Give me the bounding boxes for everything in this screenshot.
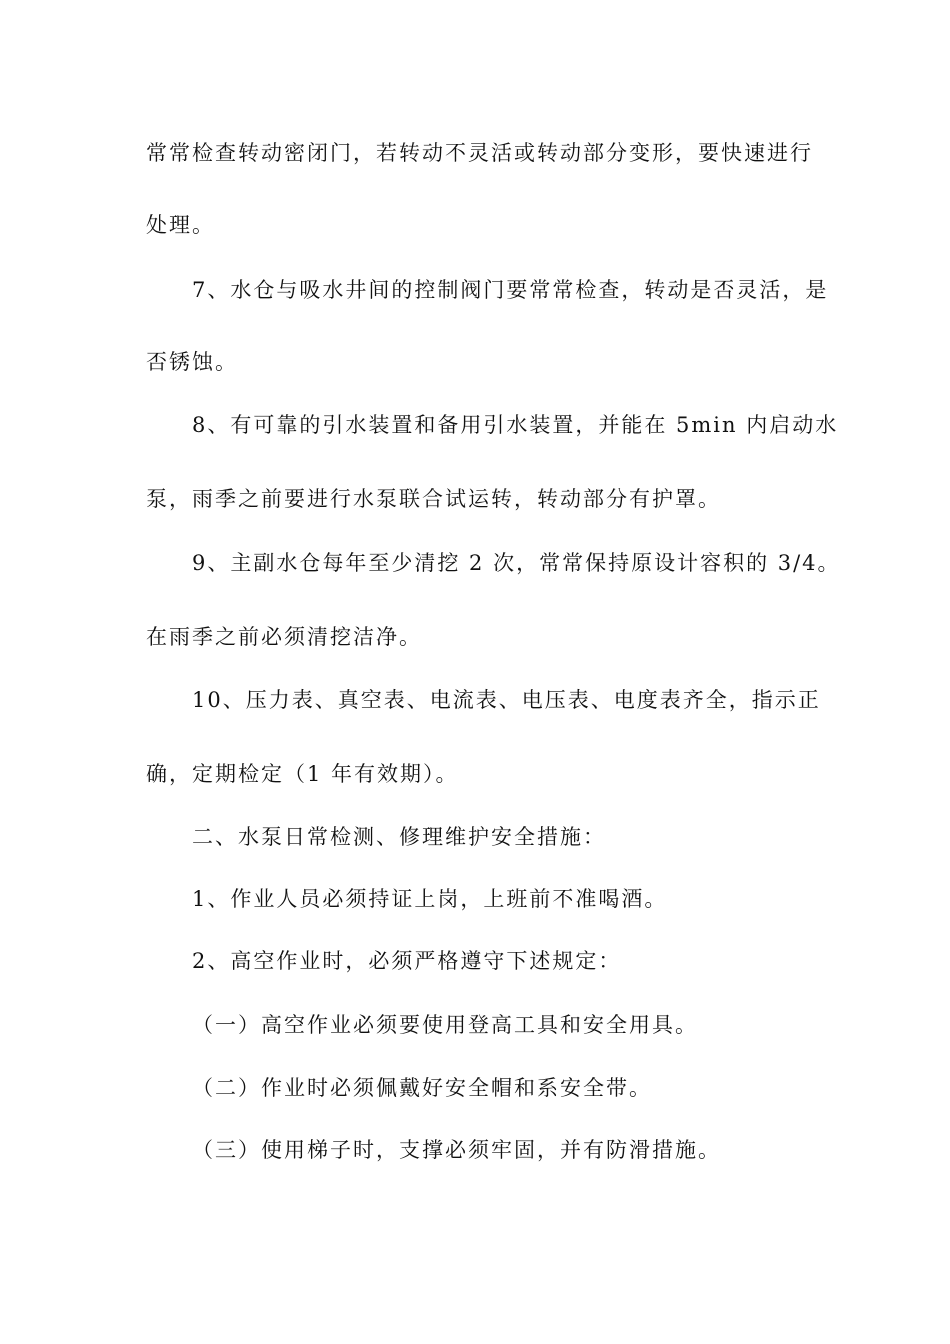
list-item-8: 8、有可靠的引水装置和备用引水装置，并能在 5min 内启动水 — [192, 413, 839, 437]
section-heading: 二、水泵日常检测、修理维护安全措施： — [192, 825, 606, 849]
list-item-9: 9、主副水仓每年至少清挖 2 次，常常保持原设计容积的 3/4。 — [192, 551, 841, 575]
paragraph-line: 否锈蚀。 — [146, 350, 238, 374]
list-item-2: 2、高空作业时，必须严格遵守下述规定： — [192, 949, 622, 973]
list-item-1: 1、作业人员必须持证上岗，上班前不准喝酒。 — [192, 887, 668, 911]
paragraph-line: 确，定期检定（1 年有效期）。 — [146, 762, 459, 786]
list-item-10: 10、压力表、真空表、电流表、电压表、电度表齐全，指示正 — [192, 688, 821, 712]
sub-item-3: （三）使用梯子时，支撑必须牢固，并有防滑措施。 — [192, 1138, 721, 1162]
sub-item-1: （一）高空作业必须要使用登高工具和安全用具。 — [192, 1013, 698, 1037]
paragraph-line: 处理。 — [146, 213, 215, 237]
paragraph-line: 常常检查转动密闭门，若转动不灵活或转动部分变形，要快速进行 — [146, 141, 813, 165]
sub-item-2: （二）作业时必须佩戴好安全帽和系安全带。 — [192, 1076, 652, 1100]
list-item-7: 7、水仓与吸水井间的控制阀门要常常检查，转动是否灵活，是 — [192, 278, 829, 302]
paragraph-line: 泵，雨季之前要进行水泵联合试运转，转动部分有护罩。 — [146, 487, 721, 511]
paragraph-line: 在雨季之前必须清挖洁净。 — [146, 625, 422, 649]
